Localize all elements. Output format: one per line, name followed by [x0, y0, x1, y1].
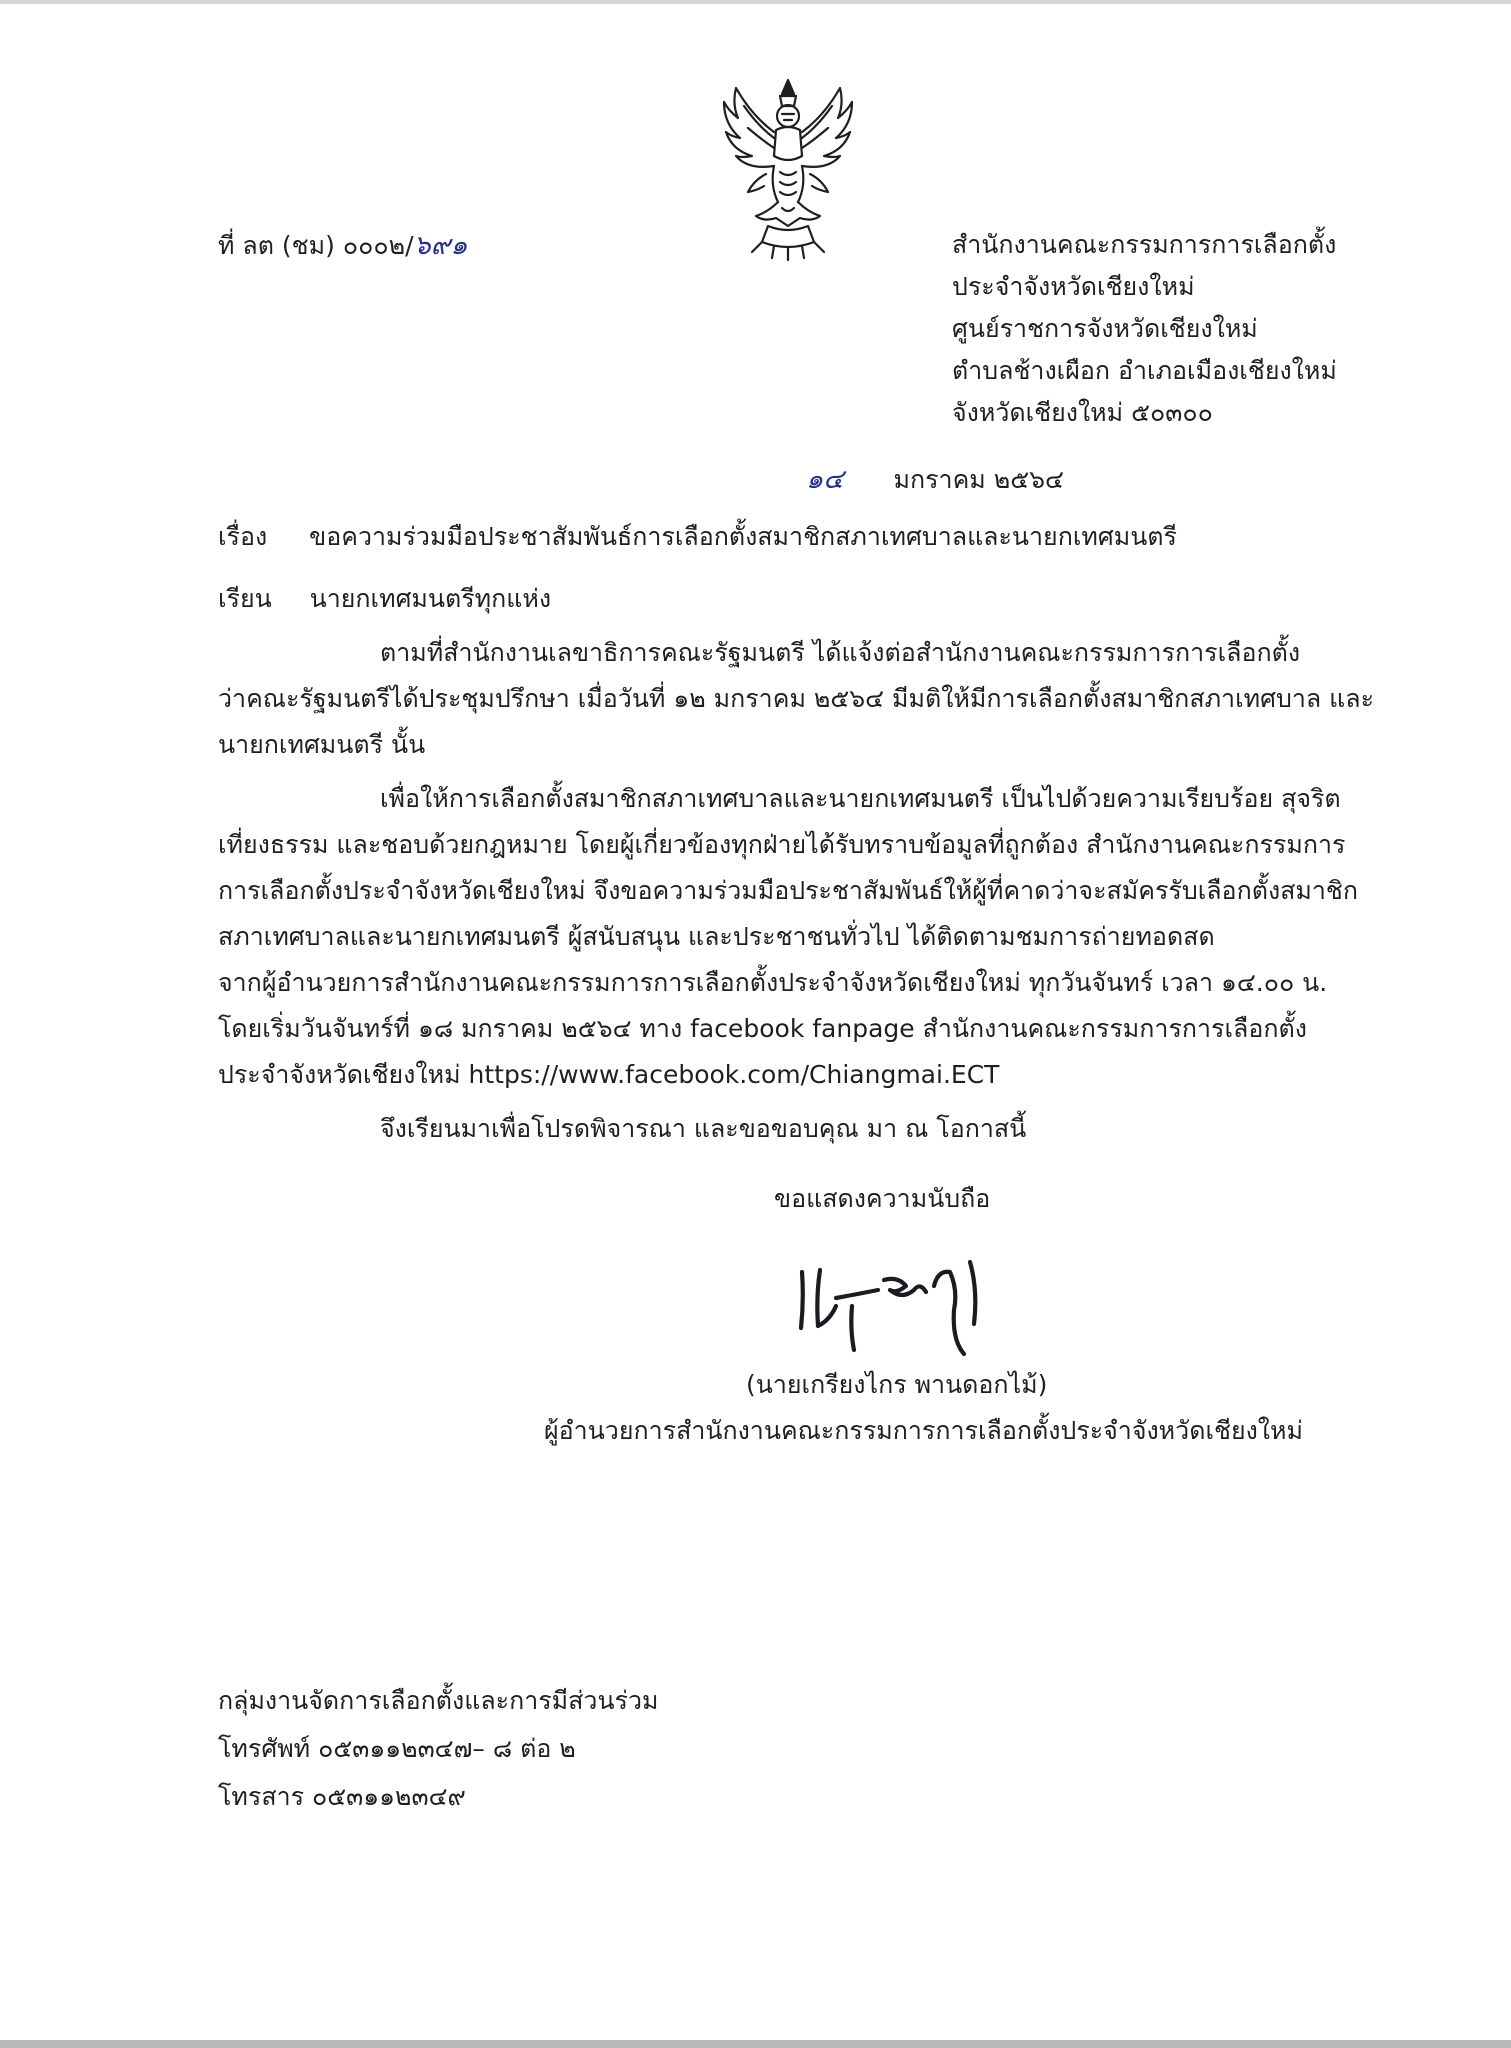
office-line-4: ตำบลช้างเผือก อำเภอเมืองเชียงใหม่	[952, 356, 1337, 385]
footer-department: กลุ่มงานจัดการเลือกตั้งและการมีส่วนร่วม	[218, 1686, 659, 1715]
scan-bottom-edge	[0, 2040, 1511, 2048]
para2-line-6: โดยเริ่มวันจันทร์ที่ ๑๘ มกราคม ๒๕๖๔ ทาง facebook fanpage สำนักงานคณะกรรมการการเลือกตั้ง	[218, 1014, 1307, 1043]
subject-text: ขอความร่วมมือประชาสัมพันธ์การเลือกตั้งสมาชิกสภาเทศบาลและนายกเทศมนตรี	[309, 522, 1177, 551]
recipient-line	[218, 586, 551, 611]
signer-title: ผู้อำนวยการสำนักงานคณะกรรมการการเลือกตั้งประจำจังหวัดเชียงใหม่	[544, 1416, 1303, 1445]
para2-line-2: เที่ยงธรรม และชอบด้วยกฎหมาย โดยผู้เกี่ยวข้องทุกฝ่ายได้รับทราบข้อมูลที่ถูกต้อง สำนักงานคณะกรรมการ	[218, 830, 1346, 859]
signer-name: (นายเกรียงไกร พานดอกไม้)	[746, 1370, 1048, 1399]
reference-number	[218, 232, 468, 259]
office-line-2: ประจำจังหวัดเชียงใหม่	[952, 272, 1195, 301]
reference-handwritten-number: ๖๙๑	[413, 230, 468, 261]
date-month-year: มกราคม ๒๕๖๔	[893, 465, 1064, 494]
footer-phone: โทรศัพท์ ๐๕๓๑๑๒๓๔๗– ๘ ต่อ ๒	[218, 1734, 576, 1763]
footer-fax: โทรสาร ๐๕๓๑๑๒๓๔๙	[218, 1782, 466, 1811]
recipient-text: นายกเทศมนตรีทุกแห่ง	[309, 584, 552, 613]
handwritten-signature-icon	[788, 1250, 988, 1362]
office-line-1: สำนักงานคณะกรรมการการเลือกตั้ง	[952, 230, 1337, 259]
subject-line	[218, 524, 1177, 549]
para2-line-1: เพื่อให้การเลือกตั้งสมาชิกสภาเทศบาลและนายกเทศมนตรี เป็นไปด้วยความเรียบร้อย สุจริต	[380, 784, 1341, 813]
closing-line: จึงเรียนมาเพื่อโปรดพิจารณา และขอขอบคุณ มา ณ โอกาสนี้	[380, 1114, 1027, 1143]
scan-edge	[0, 0, 1511, 4]
subject-label: เรื่อง	[218, 522, 268, 551]
reference-prefix: ที่ ลต (ชม) ๐๐๐๒/	[218, 231, 414, 260]
recipient-label: เรียน	[218, 584, 272, 613]
garuda-emblem-icon	[718, 76, 858, 262]
para1-line-2: ว่าคณะรัฐมนตรีได้ประชุมปรึกษา เมื่อวันที่ ๑๒ มกราคม ๒๕๖๔ มีมติให้มีการเลือกตั้งสมาชิกสภาเทศบาล และ	[218, 684, 1375, 713]
letter-date	[806, 466, 1064, 493]
office-line-5: จังหวัดเชียงใหม่ ๕๐๓๐๐	[952, 398, 1213, 427]
para1-line-3: นายกเทศมนตรี นั้น	[218, 730, 426, 759]
regards-line: ขอแสดงความนับถือ	[774, 1184, 991, 1213]
para2-line-4: สภาเทศบาลและนายกเทศมนตรี ผู้สนับสนุน และประชาชนทั่วไป ได้ติดตามชมการถ่ายทอดสด	[218, 922, 1215, 951]
para2-line-7: ประจำจังหวัดเชียงใหม่ https://www.facebook.com/Chiangmai.ECT	[218, 1060, 1000, 1089]
para2-line-5: จากผู้อำนวยการสำนักงานคณะกรรมการการเลือกตั้งประจำจังหวัดเชียงใหม่ ทุกวันจันทร์ เวลา ๑๔.๐๐ น.	[218, 968, 1328, 997]
date-day-handwritten: ๑๔	[806, 464, 844, 495]
office-line-3: ศูนย์ราชการจังหวัดเชียงใหม่	[952, 314, 1258, 343]
para2-line-3: การเลือกตั้งประจำจังหวัดเชียงใหม่ จึงขอความร่วมมือประชาสัมพันธ์ให้ผู้ที่คาดว่าจะสมัครรับเลือกตั้งสมาชิก	[218, 876, 1359, 905]
para1-line-1: ตามที่สำนักงานเลขาธิการคณะรัฐมนตรี ได้แจ้งต่อสำนักงานคณะกรรมการการเลือกตั้ง	[380, 638, 1301, 667]
